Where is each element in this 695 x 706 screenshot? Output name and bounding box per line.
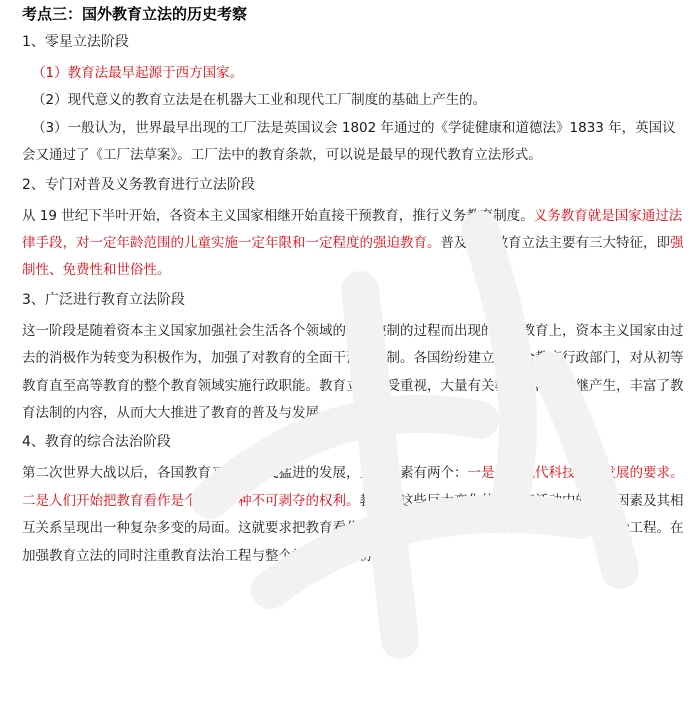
section-1-item-2: （2）现代意义的教育立法是在机器大工业和现代工厂制度的基础上产生的。 [32,92,487,109]
section-2-lead: 从 19 世纪下半叶开始，各资本主义国家相继开始直接干预教育，推行义务教育制度。 [22,207,534,224]
section-4-emphasis-factor-1: 一是战后现代科技迅猛发展的要求。 [467,465,684,482]
section-4-paragraph [22,460,685,570]
section-4-lead: 第二次世界大战以后，各国教育又有了突飞猛进的发展，主要因素有两个： [22,465,468,482]
section-2-emphasis-definition: 义务教育就是国家通过法律手段，对一定年龄范围的儿童实施一定年限和一定程度的强迫教育。 [22,207,683,252]
section-2-mid: 普及义务教育立法主要有三大特征，即 [440,235,670,252]
section-3-paragraph: 这一阶段是随着资本主义国家加强社会生活各个领域的行政控制的过程而出现的。在教育上，资本主义国家由过去的消极作为转变为积极作为，加强了对教育的全面干预和控制。各国纷纷建立和健全教育行政部门，对从初等教育直至高等教育的整个教育领域实施行政职能。教育立法更受重视，大量有关教育的法律相继产生，丰富了教育法制的内容，从而大大推进了教育的普及与发展。 [22,322,684,422]
section-2-emphasis-features: 强制性、免费性和世俗性。 [22,235,684,279]
section-heading-3: 3、广泛进行教育立法阶段 [22,291,185,308]
section-1-item-3 [22,115,685,170]
section-1-item-3-text: （3）一般认为，世界最早出现的工厂法是英国议会 1802 年通过的《学徒健康和道德法》1833 年，英国议会又通过了《工厂法草案》。工厂法中的教育条款，可以说是最早的现代教育立法形式。 [22,119,676,164]
section-2-paragraph [22,203,685,285]
section-heading-2: 2、专门对普及义务教育进行立法阶段 [22,176,255,193]
section-4-emphasis-factor-2: 二是人们开始把教育看作是个人的一种不可剥夺的权利。 [22,492,360,509]
section-4-tail: 教育的这些巨大变化使的教育活动中的各种因素及其相互关系呈现出一种复杂多变的局面。这就要求把教育看作一个整体，把教育立法看作一项综合性的法治工程。在加强教育立法的同时注重教育法治工程与整个社会工程的协调。 [22,492,684,564]
page-title: 考点三：国外教育立法的历史考察 [22,5,248,23]
section-1-item-1: （1）教育法最早起源于西方国家。 [32,65,244,81]
section-heading-4: 4、教育的综合法治阶段 [22,434,171,451]
section-heading-1: 1、零星立法阶段 [22,34,129,50]
